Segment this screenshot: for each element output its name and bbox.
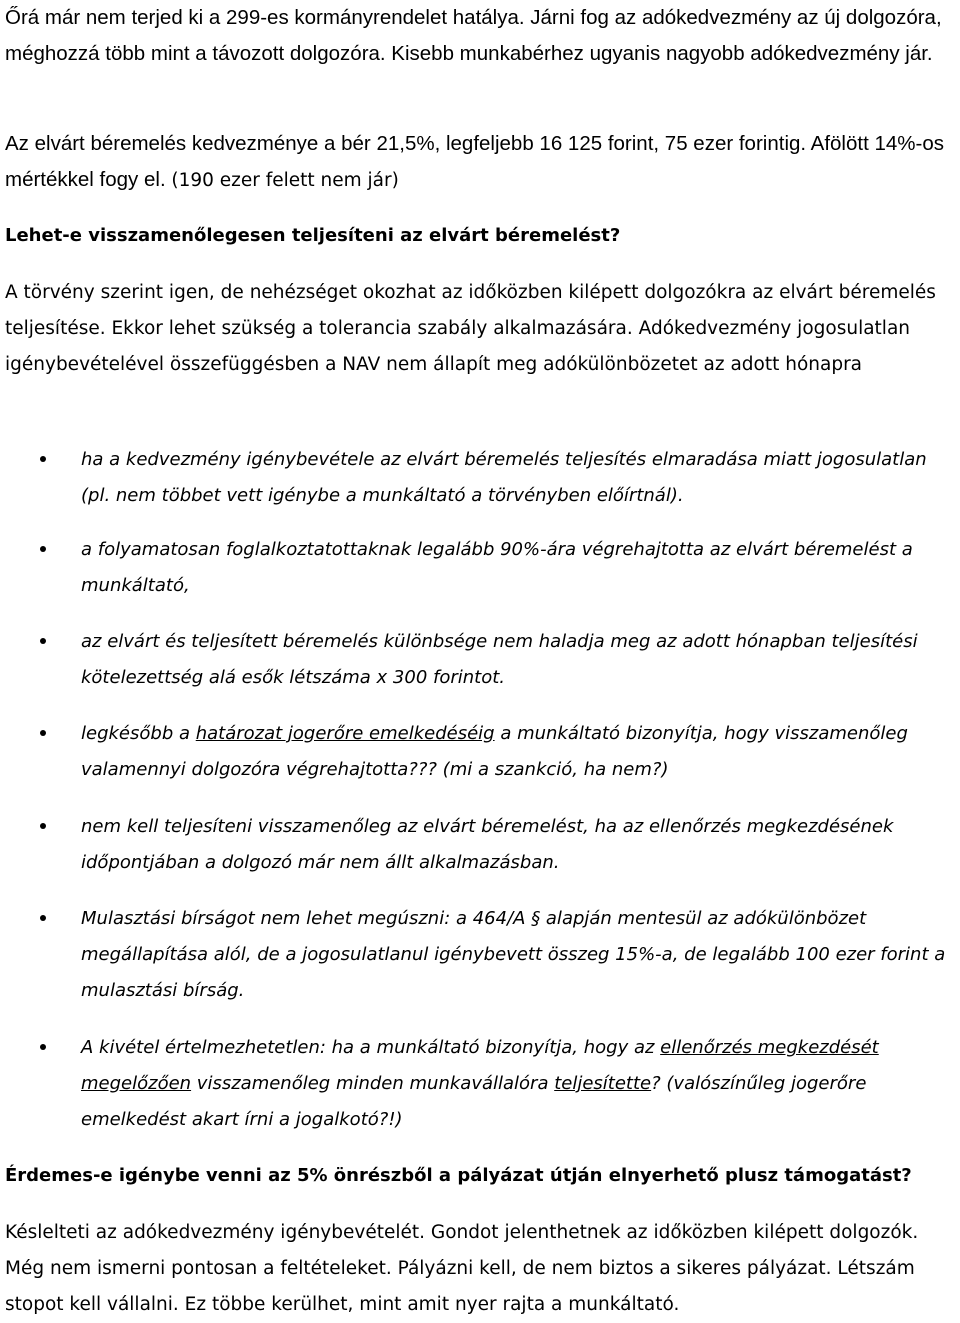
list-item-text: a folyamatosan foglalkoztatottaknak legalább 90%-ára végrehajtotta az elvárt béremelést a munkáltató,: [81, 539, 913, 596]
list-item-text-part: a munkáltató bizonyítja, hogy visszamenőleg valamennyi dolgozóra végrehajtotta??? (mi a szankció, ha nem?): [81, 723, 908, 780]
intro-paragraph-2-main: Az elvárt béremelés kedvezménye a bér 21,5%, legfeljebb 16 125 forint, 75 ezer forintig. Afölött 14%-os mértékkel fogy el.: [5, 132, 944, 191]
question-heading-1: Lehet-e visszamenőlegesen teljesíteni az elvárt béremelést?: [5, 225, 621, 246]
list-item-text-part: legkésőbb a: [81, 723, 196, 744]
intro-paragraph-2: [5, 126, 955, 199]
bullet-icon: [40, 546, 46, 552]
underlined-phrase: határozat jogerőre emelkedéséig: [195, 723, 495, 744]
list-item-text: az elvárt és teljesített béremelés különbsége nem haladja meg az adott hónapban teljesítési kötelezettség alá esők létszáma x 300 forintot.: [81, 631, 918, 688]
list-item-text-part: ? (valószínűleg jogerőre emelkedést akart írni a jogalkotó?!): [81, 1073, 867, 1130]
list-item-text-part: A kivétel értelmezhetetlen: ha a munkáltató bizonyítja, hogy az: [81, 1037, 661, 1058]
list-item-text: ha a kedvezmény igénybevétele az elvárt béremelés teljesítés elmaradása miatt jogosulatlan (pl. nem többet vett igénybe a munkáltató a törvényben előírtnál).: [81, 449, 927, 506]
bullet-icon: [40, 730, 46, 736]
list-item-text: [81, 1030, 956, 1138]
answer-paragraph-1: A törvény szerint igen, de nehézséget okozhat az időközben kilépett dolgozókra az elvárt béremelés teljesítése. Ekkor lehet szükség a tolerancia szabály alkalmazására. Adókedvezmény jogosulatlan igénybevételével összefüggésben a NAV nem állapít meg adókülönbözetet az adott hónapra: [5, 282, 936, 375]
intro-paragraph-2-tail: (190 ezer felett nem jár): [171, 170, 399, 191]
list-item-text-part: visszamenőleg minden munkavállalóra: [191, 1073, 555, 1094]
bullet-icon: [40, 823, 46, 829]
intro-paragraph-1: Őrá már nem terjed ki a 299-es kormányrendelet hatálya. Járni fog az adókedvezmény az új dolgozóra, méghozzá több mint a távozott dolgozóra. Kisebb munkabérhez ugyanis nagyobb adókedvezmény jár.: [5, 6, 942, 65]
bullet-icon: [40, 1044, 46, 1050]
list-item-text: nem kell teljesíteni visszamenőleg az elvárt béremelést, ha az ellenőrzés megkezdésének időpontjában a dolgozó már nem állt alkalmazásban.: [81, 816, 894, 873]
bullet-icon: [40, 638, 46, 644]
answer-paragraph-2: Késlelteti az adókedvezmény igénybevételét. Gondot jelenthetnek az időközben kilépett dolgozók. Még nem ismerni pontosan a feltételeket. Pályázni kell, de nem biztos a sikeres pályázat. Létszám stopot kell vállalni. Ez többe kerülhet, mint amit nyer rajta a munkáltató.: [5, 1222, 919, 1315]
list-item-text: [81, 716, 956, 788]
list-item-text: Mulasztási bírságot nem lehet megúszni: a 464/A § alapján mentesül az adókülönbözet megállapítása alól, de a jogosulatlanul igénybevett összeg 15%-a, de legalább 100 ezer forint a mulasztási bírság.: [81, 908, 946, 1001]
underlined-phrase: teljesítette: [554, 1073, 652, 1094]
underlined-phrase: ellenőrzés megkezdését megelőzően: [81, 1037, 879, 1094]
bullet-icon: [40, 915, 46, 921]
bullet-icon: [40, 456, 46, 462]
question-heading-2: Érdemes-e igénybe venni az 5% önrészből a pályázat útján elnyerhető plusz támogatást?: [5, 1165, 912, 1186]
